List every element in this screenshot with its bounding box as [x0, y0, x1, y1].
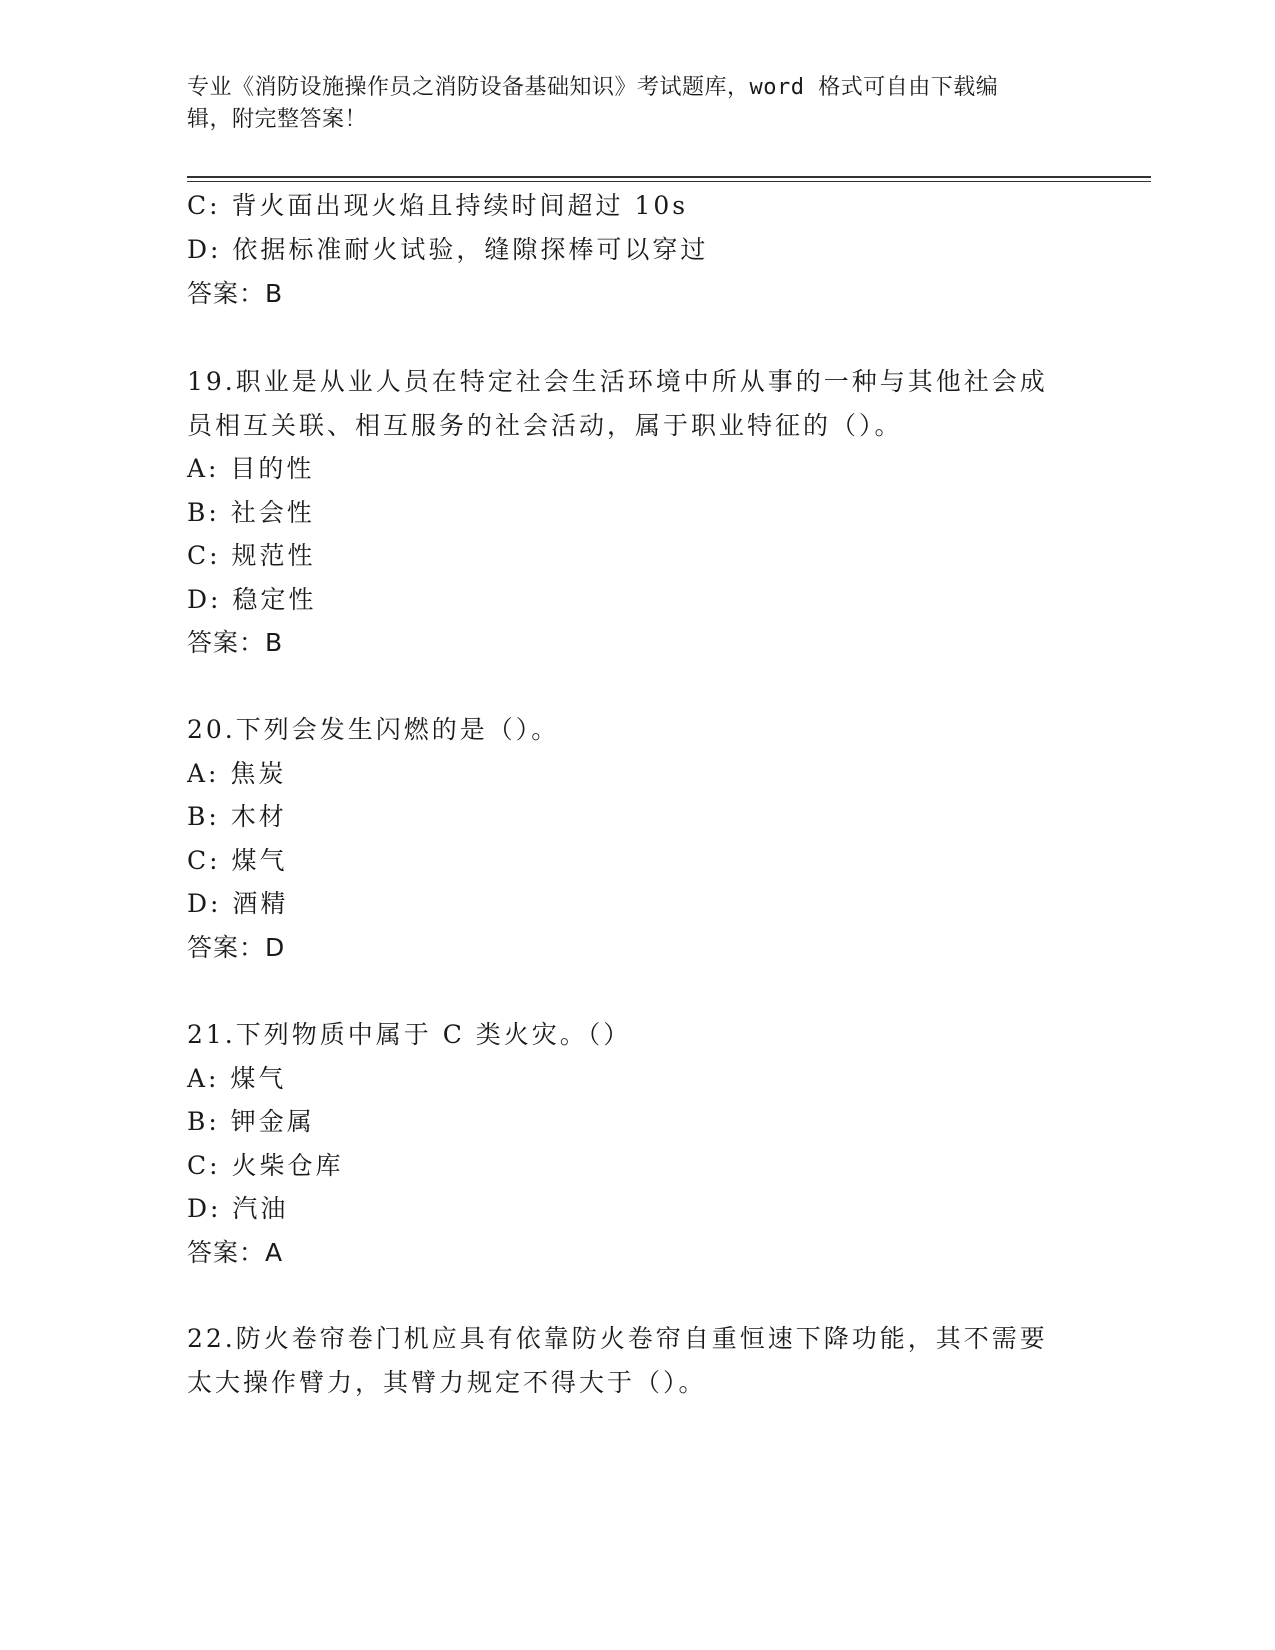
q19-option-b: B: 社会性 — [187, 498, 315, 527]
q19-option-c: C: 规范性 — [187, 541, 316, 570]
header-divider-thin — [187, 181, 1151, 182]
header-line-2: 辑，附完整答案！ — [187, 107, 368, 132]
q21-answer: 答案：A — [187, 1238, 284, 1267]
q21-option-c: C: 火柴仓库 — [187, 1151, 344, 1180]
q22-stem-line-1: 22.防火卷帘卷门机应具有依靠防火卷帘自重恒速下降功能，其不需要 — [187, 1324, 1048, 1353]
q20-option-b: B: 木材 — [187, 802, 287, 831]
q19-option-d: D: 稳定性 — [187, 585, 317, 614]
q20-option-c: C: 煤气 — [187, 846, 288, 875]
q21-option-b: B: 钾金属 — [187, 1107, 315, 1136]
q19-stem-line-1: 19.职业是从业人员在特定社会生活环境中所从事的一种与其他社会成 — [187, 367, 1048, 396]
q19-answer: 答案：B — [187, 628, 284, 657]
q20-answer: 答案：D — [187, 933, 286, 962]
q22-stem-line-2: 太大操作臂力，其臂力规定不得大于（）。 — [187, 1368, 707, 1397]
document-header — [187, 72, 1087, 136]
q20-option-a: A: 焦炭 — [187, 759, 287, 788]
q19-option-a: A: 目的性 — [187, 454, 315, 483]
q21-stem-line-1: 21.下列物质中属于 C 类火灾。（） — [187, 1020, 632, 1049]
q18-answer: 答案：B — [187, 279, 284, 308]
q20-option-d: D: 酒精 — [187, 889, 289, 918]
q19-stem-line-2: 员相互关联、相互服务的社会活动，属于职业特征的（）。 — [187, 411, 903, 440]
header-line-1: 专业《消防设施操作员之消防设备基础知识》考试题库，word 格式可自由下载编 — [187, 75, 999, 100]
header-divider-thick — [187, 176, 1151, 178]
q18-option-d: D: 依据标准耐火试验，缝隙探棒可以穿过 — [187, 235, 709, 264]
q18-option-c: C: 背火面出现火焰且持续时间超过 10s — [187, 191, 689, 220]
q20-stem-line-1: 20.下列会发生闪燃的是（）。 — [187, 715, 560, 744]
q21-option-a: A: 煤气 — [187, 1064, 287, 1093]
q21-option-d: D: 汽油 — [187, 1194, 289, 1223]
